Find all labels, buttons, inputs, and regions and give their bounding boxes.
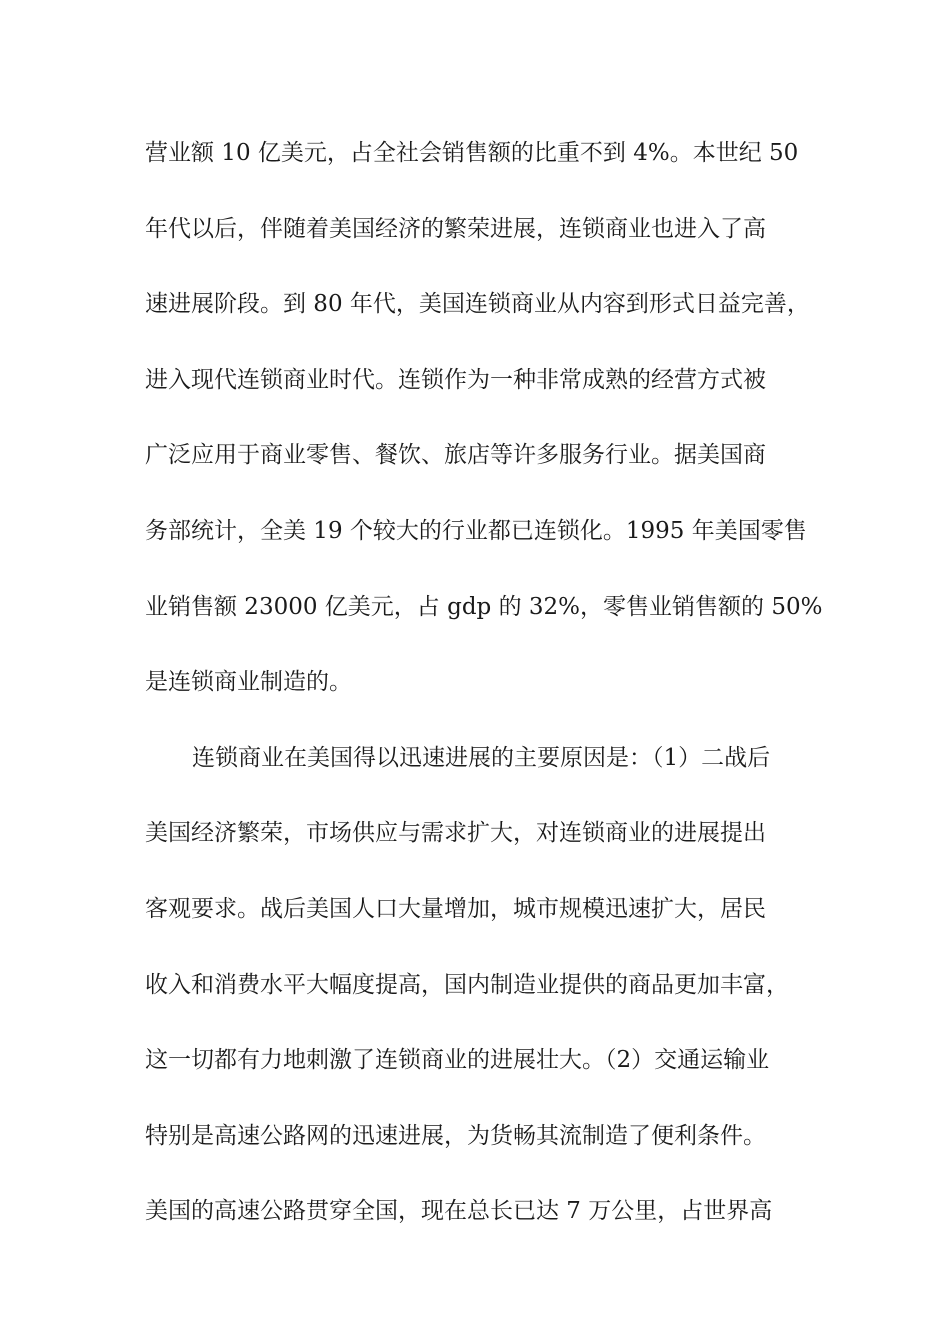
text-line: 业销售额 23000 亿美元，占 gdp 的 32%，零售业销售额的 50% [145,593,823,620]
paragraph-2 [145,738,845,1232]
text-line: 进入现代连锁商业时代。连锁作为一种非常成熟的经营方式被 [145,366,766,393]
text-line: 营业额 10 亿美元，占全社会销售额的比重不到 4%。本世纪 50 [145,140,799,166]
text-line: 是连锁商业制造的。 [145,669,352,696]
body-text [145,133,845,1267]
text-line: 特别是高速公路网的迅速进展，为货畅其流制造了便利条件。 [145,1122,766,1149]
text-line: 广泛应用于商业零售、餐饮、旅店等许多服务行业。据美国商 [145,442,766,469]
paragraph-1 [145,133,845,702]
text-line: 这一切都有力地刺激了连锁商业的进展壮大。（2）交通运输业 [145,1047,770,1074]
text-line: 客观要求。战后美国人口大量增加，城市规模迅速扩大，居民 [145,895,766,922]
text-line: 务部统计，全美 19 个较大的行业都已连锁化。1995 年美国零售 [145,517,807,544]
text-line: 收入和消费水平大幅度提高，国内制造业提供的商品更加丰富， [145,971,789,998]
text-line: 年代以后，伴随着美国经济的繁荣进展，连锁商业也进入了高 [145,215,766,242]
text-line: 美国经济繁荣，市场供应与需求扩大，对连锁商业的进展提出 [145,820,766,847]
text-line: 美国的高速公路贯穿全国，现在总长已达 7 万公里，占世界高 [145,1198,773,1225]
text-line: 连锁商业在美国得以迅速进展的主要原因是：（1）二战后 [192,744,771,771]
text-line: 速进展阶段。到 80 年代，美国连锁商业从内容到形式日益完善， [145,291,810,318]
